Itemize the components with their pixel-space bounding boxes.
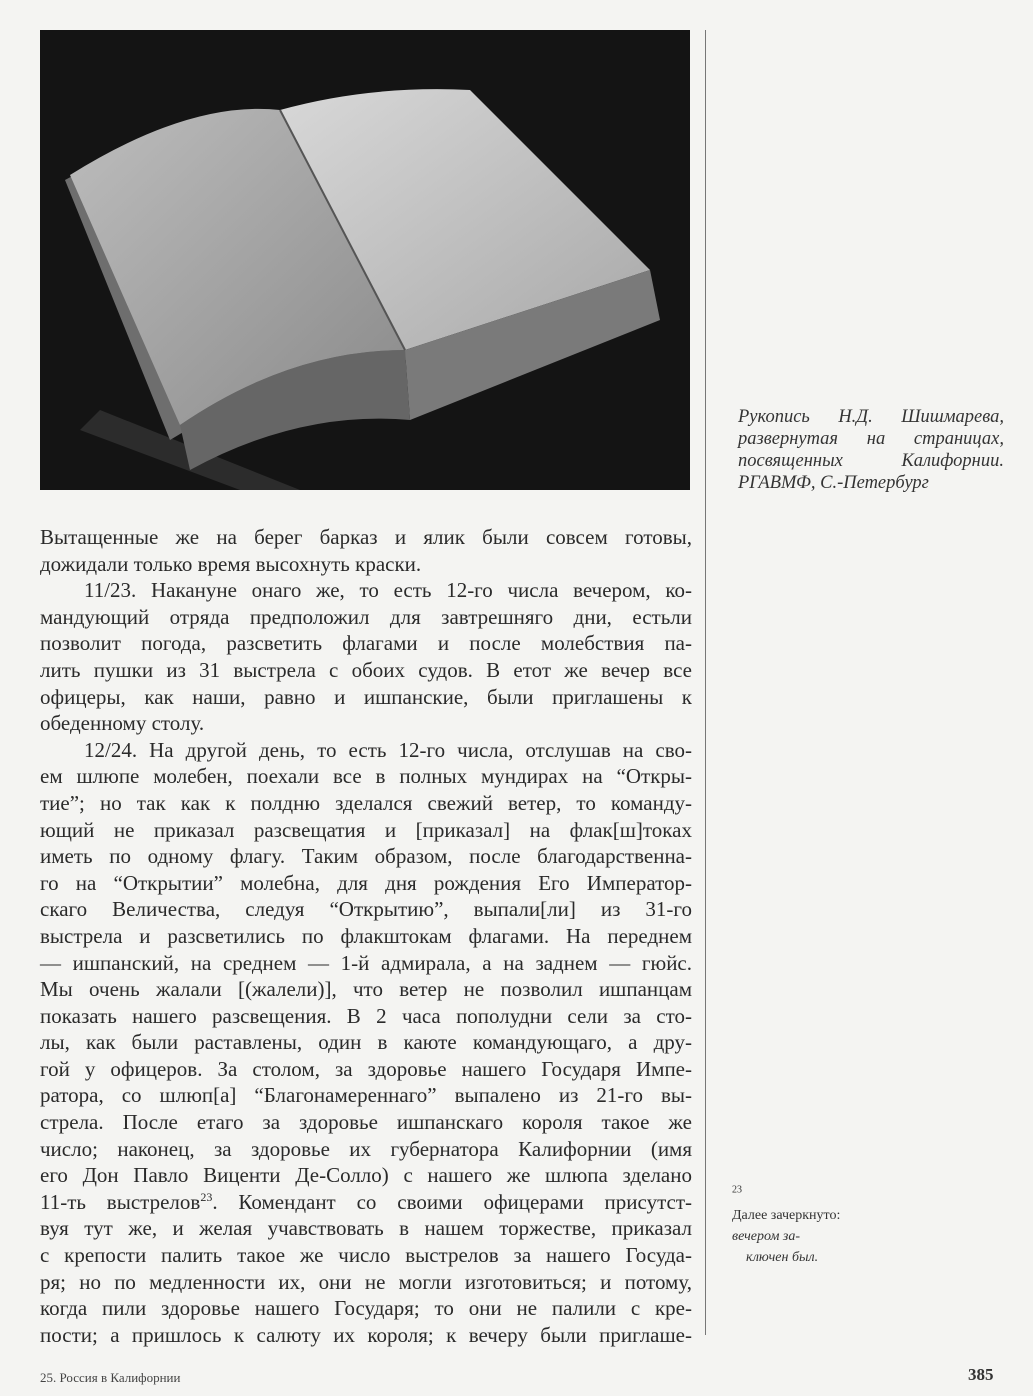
manuscript-photo — [40, 30, 690, 490]
open-book-image — [40, 30, 690, 490]
text-line: с крепости палить такое же число выстрелов за нашего Госуда- — [40, 1243, 692, 1268]
caption-line: Рукопись Н.Д. Шишмарева, — [738, 407, 1004, 427]
text-line: ря; но по медленности их, они не могли изготовиться; и потому, — [40, 1269, 692, 1294]
footnote — [732, 1184, 1002, 1268]
text-line: дожидали только время высохнуть краски. — [40, 551, 422, 576]
footnote-number: 23 — [732, 1184, 742, 1196]
text-line: Вытащенные же на берег барказ и ялик были совсем готовы, — [40, 525, 692, 549]
text-line: вуя тут же, и желая учавствовать в нашем торжестве, приказал — [40, 1216, 692, 1241]
text-line: показать нашего разсвещения. В 2 часа пополудни сели за сто- — [40, 1003, 692, 1028]
text-line: офицеры, как наши, равно и ишпанские, были приглашены к — [40, 684, 692, 709]
photo-caption — [738, 406, 1004, 494]
caption-line: посвященных Калифорнии. — [738, 451, 1004, 471]
text-line: пости; а пришлось к салюту их короля; к вечеру были приглаше- — [40, 1322, 692, 1347]
page-number: 385 — [968, 1365, 994, 1384]
caption-line: развернутая на страницах, — [738, 429, 1004, 449]
text-line: число; наконец, за здоровье их губернатора Калифорнии (имя — [40, 1136, 692, 1161]
text-line: скаго Величества, следуя “Открытию”, выпали[ли] из 31-го — [40, 897, 692, 922]
text-line: ем шлюпе молебен, поехали все в полных мундирах на “Откры- — [40, 764, 692, 789]
body-text — [40, 524, 692, 1348]
text-line: го на “Открытии” молебна, для дня рождения Его Император- — [40, 870, 692, 895]
footnote-text: Далее зачеркнуто: — [732, 1208, 841, 1223]
text-line: гой у офицеров. За столом, за здоровье нашего Государя Импе- — [40, 1056, 692, 1081]
text-line: его Дон Павло Виценти Де-Солло) с нашего же шлюпа зделано — [40, 1163, 692, 1188]
footnote-italic: ключен был. — [746, 1250, 819, 1265]
footnote-line — [732, 1247, 1002, 1268]
text-line: лы, как были раставлены, один в каюте командующаго, а дру- — [40, 1030, 692, 1055]
text-line: 11/23. Накануне онаго же, то есть 12-го числа вечером, ко- — [84, 578, 692, 603]
text-line: иметь по одному флагу. Таким образом, после благодарственна- — [40, 844, 692, 869]
footnote-ref[interactable]: 23 — [200, 1189, 213, 1204]
text-line: 12/24. На другой день, то есть 12-го числа, отслушав на сво- — [84, 737, 692, 762]
text-fragment: 11-ть выстрелов — [40, 1189, 201, 1214]
text-line: ющий не приказал разсвещатия и [приказал] на флак[ш]токах — [40, 817, 692, 842]
text-line: Мы очень жалали [(жалели)], что ветер не позволил ишпанцам — [40, 977, 692, 1002]
text-line: когда пили здоровье нашего Государя; то они не палили с кре- — [40, 1296, 692, 1321]
column-divider — [705, 30, 706, 1335]
text-line: позволит погода, разсветить флагами и после молебствия па- — [40, 631, 692, 656]
footnote-line — [732, 1184, 1002, 1247]
text-fragment: . Комендант со своими офицерами присутст- — [212, 1189, 692, 1214]
text-line: тие”; но так как к полдню зделался свежий ветер, то команду- — [40, 790, 692, 815]
text-line: — ишпанский, на среднем — 1-й адмирала, а на заднем — гюйс. — [40, 950, 692, 975]
caption-line: РГАВМФ, С.-Петербург — [738, 473, 929, 493]
text-line: стрела. После етаго за здоровье ишпанскаго короля такое же — [40, 1110, 692, 1135]
text-line: ратора, со шлюп[а] “Благонамереннаго” выпалено из 21-го вы- — [40, 1083, 692, 1108]
text-line: лить пушки из 31 выстрела с обоих судов. В етот же вечер все — [40, 657, 692, 682]
text-line: обеденному столу. — [40, 711, 205, 736]
footnote-italic: вечером за- — [732, 1229, 801, 1244]
text-line — [40, 1189, 692, 1216]
text-line: мандующий отряда предположил для завтрешняго дни, естьли — [40, 604, 692, 629]
chapter-footer: 25. Россия в Калифорнии — [40, 1370, 181, 1385]
text-line: выстрела и разсветились по флакштокам флагами. На переднем — [40, 923, 692, 948]
